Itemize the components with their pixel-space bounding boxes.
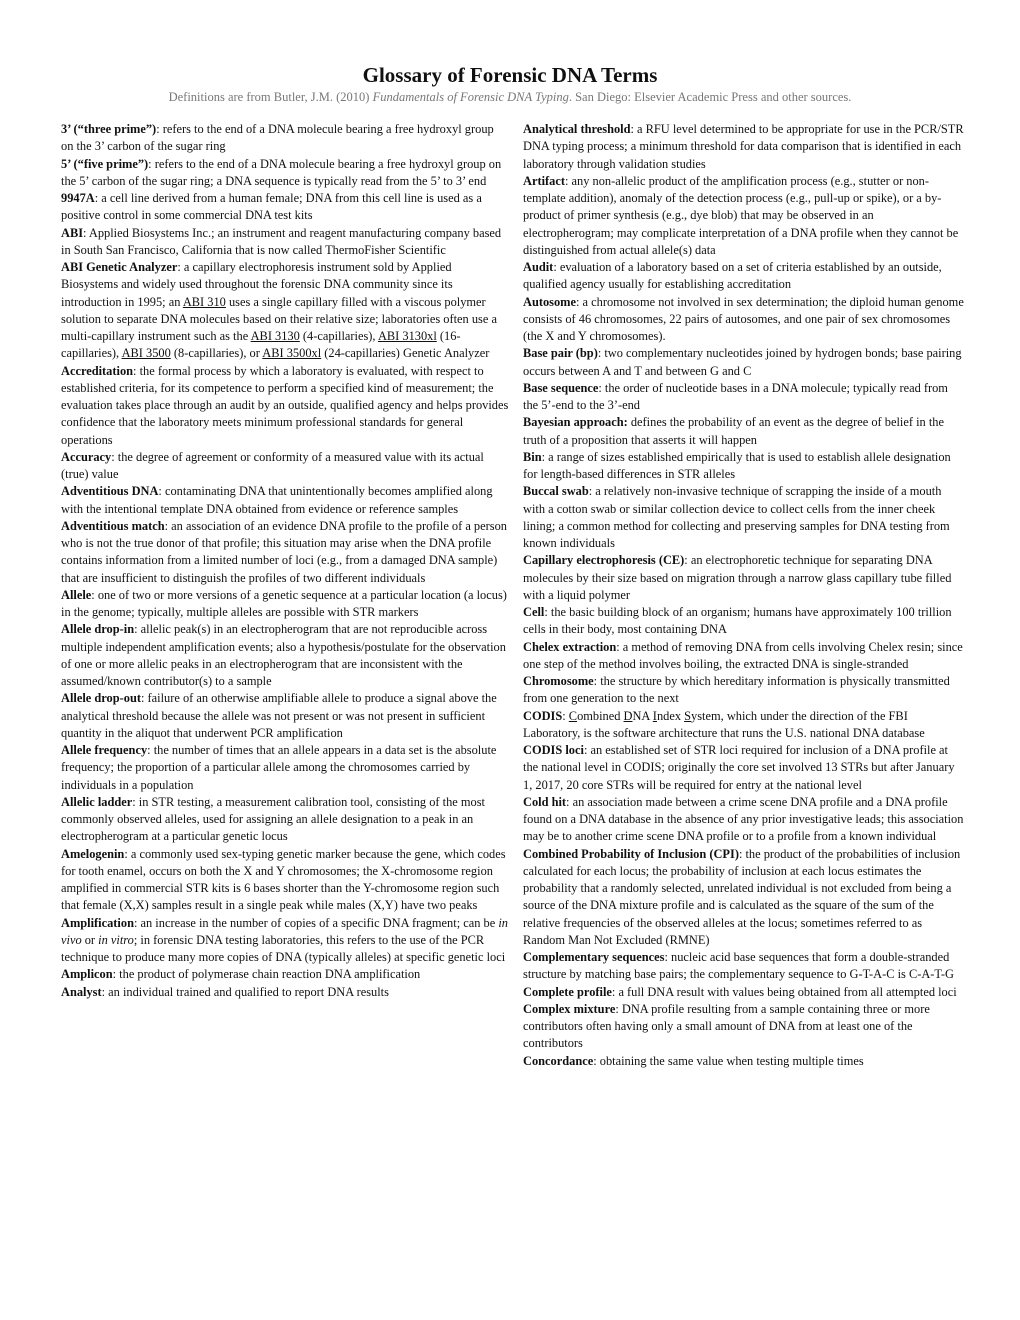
- glossary-term: Amelogenin: [61, 846, 125, 861]
- glossary-definition: : a commonly used sex-typing genetic marker because the gene, which codes for tooth enamel, occurs on both the X and Y chromosomes; the X-chromosome region amplified in commercial STR kits is 6 bases shorter than the Y-chromosome region such that female (X,X) samples result in a single peak while males (X,Y) have two peaks: [61, 846, 506, 913]
- glossary-entry: [523, 552, 965, 604]
- glossary-term: Amplicon: [61, 967, 113, 982]
- glossary-definition: : the degree of agreement or conformity of a measured value with its actual (true) value: [61, 449, 484, 481]
- glossary-definition: : a relatively non-invasive technique of scrapping the inside of a mouth with a cotton swab or similar collection device to collect cells from the inner cheek lining; a common method for collecting and preserving samples for DNA testing from known individuals: [523, 484, 950, 550]
- glossary-term: Buccal swab: [523, 484, 589, 499]
- glossary-definition: : allelic peak(s) in an electropherogram that are not reproducible across multiple independent amplification events; also a hypothesis/postulate for the observation of one or more allelic peaks in an electropherogram that are inconsistent with the assumed/known contributor(s) to a sample: [61, 622, 506, 688]
- abi-3130-link[interactable]: ABI 3130: [250, 329, 300, 343]
- glossary-term: Allele drop-out: [61, 691, 141, 706]
- glossary-term: Chromosome: [523, 674, 594, 688]
- acronym-letter: C: [568, 708, 578, 723]
- glossary-definition: : an individual trained and qualified to report DNA results: [101, 984, 389, 999]
- glossary-definition: : the formal process by which a laboratory is evaluated, with respect to established criteria, for its competence to perform a specified kind of measurement; the evaluation takes place through an audit by an outside, qualified agency and helps provides confidence that the laboratory meets minimum professional standards for general operations: [61, 363, 509, 447]
- glossary-definition: : contaminating DNA that unintentionally becomes amplified along with the intentional template DNA obtained from evidence or reference samples: [61, 484, 493, 516]
- glossary-entry: [523, 708, 965, 743]
- glossary-definition: ndex: [656, 708, 685, 723]
- glossary-entry: [61, 121, 509, 156]
- glossary-definition: : nucleic acid base sequences that form a double-stranded structure by matching base pairs; the complementary sequence to G-T-A-C is C-A-T-G: [523, 950, 954, 982]
- glossary-definition: : failure of an otherwise amplifiable allele to produce a signal above the analytical threshold because the allele was not present or was not present in sufficient quantity in the aliquot that underwent PCR amplification: [61, 691, 497, 740]
- glossary-definition: or: [81, 932, 99, 947]
- glossary-term: Artifact: [523, 173, 565, 188]
- glossary-term: ABI Genetic Analyzer: [61, 260, 178, 274]
- glossary-definition: ; in forensic DNA testing laboratories, this refers to the use of the PCR technique to produce many more copies of DNA (typically alleles) at specific genetic loci: [61, 932, 506, 964]
- glossary-term: 3’ (“three prime”): [61, 122, 157, 136]
- glossary-term: Amplification: [61, 915, 134, 930]
- glossary-term: Adventitious match: [61, 518, 165, 533]
- glossary-term: 5’ (“five prime”): [61, 156, 149, 171]
- glossary-term: Allele drop-in: [61, 622, 135, 637]
- glossary-term: Autosome: [523, 294, 576, 309]
- glossary-term: Base sequence: [523, 380, 599, 395]
- glossary-definition: : a RFU level determined to be appropriate for use in the PCR/STR DNA typing process; a minimum threshold for data comparison that is identified in each laboratory through validation studies: [523, 122, 964, 171]
- glossary-term: Capillary electrophoresis (CE): [523, 553, 685, 568]
- glossary-entry: [523, 794, 965, 846]
- glossary-definition: : the number of times that an allele appears in a data set is the absolute frequency; the proportion of a particular allele among the chromosomes carried by individuals in a population: [61, 743, 497, 792]
- glossary-entry: [61, 915, 509, 967]
- glossary-definition: ystem, which under the direction of the FBI Laboratory, is the software architecture that runs the U.S. national DNA database: [523, 708, 925, 740]
- glossary-entry: [61, 794, 509, 846]
- glossary-entry: [523, 380, 965, 415]
- glossary-entry: [523, 483, 965, 552]
- glossary-term: Allelic ladder: [61, 794, 133, 809]
- glossary-term: Chelex extraction: [523, 639, 617, 654]
- acronym-letter: D: [623, 708, 633, 723]
- subtitle-citation: Definitions are from Butler, J.M. (2010): [168, 90, 373, 104]
- glossary-entry: [523, 742, 965, 794]
- glossary-definition: : the structure by which hereditary information is physically transmitted from one generation to the next: [523, 674, 950, 706]
- glossary-entry: [523, 1001, 965, 1053]
- glossary-entry: [61, 966, 509, 983]
- subtitle-book-title: Fundamentals of Forensic DNA Typing: [372, 90, 569, 104]
- glossary-entry: [61, 156, 509, 191]
- subtitle-publisher: . San Diego: Elsevier Academic Press and other sources.: [568, 90, 852, 104]
- glossary-definition: : an electrophoretic technique for separating DNA molecules by their size based on migration through a narrow glass capillary tube filled with a liquid polymer: [523, 553, 952, 602]
- glossary-definition: : an increase in the number of copies of a specific DNA fragment; can be: [133, 915, 499, 930]
- glossary-term: Base pair (bp): [523, 346, 598, 361]
- glossary-term: Complementary sequences: [523, 950, 665, 964]
- glossary-entry: [523, 345, 965, 380]
- glossary-entry: [523, 604, 965, 639]
- glossary-definition: : refers to the end of a DNA molecule bearing a free hydroxyl group on the 5’ carbon of the sugar ring; a DNA sequence is typically read from the 5’ to 3’ end: [61, 156, 502, 188]
- glossary-entry: [61, 449, 509, 484]
- glossary-definition: uses a single capillary filled with a viscous polymer solution to separate DNA molecules based on their relative size; laboratories often use a multi-capillary instrument such as the: [61, 294, 497, 343]
- glossary-definition: (24-capillaries) Genetic Analyzer: [321, 346, 490, 361]
- glossary-entry: [61, 984, 509, 1001]
- glossary-entry: [61, 259, 509, 363]
- glossary-entry: [523, 414, 965, 449]
- glossary-entry: [523, 121, 965, 173]
- glossary-entry: [61, 690, 509, 742]
- glossary-definition: : a full DNA result with values being obtained from all attempted loci: [611, 984, 957, 999]
- glossary-italic-term: in vivo: [61, 915, 508, 947]
- glossary-definition: : a method of removing DNA from cells involving Chelex resin; since one step of the method involves boiling, the extracted DNA is single-stranded: [523, 639, 963, 671]
- glossary-entry: [523, 1053, 965, 1070]
- glossary-definition: : any non-allelic product of the amplification process (e.g., stutter or non-template addition), anomaly of the detection process (e.g., pull-up or spike), or a by-product of primer synthesis (e.g., dye blob) that may be observed in an electropherogram; may complicate interpretation of a DNA profile when they cannot be distinguished from actual allele(s) data: [523, 173, 959, 257]
- glossary-definition: : two complementary nucleotides joined by hydrogen bonds; base pairing occurs between A and T and between G and C: [523, 346, 962, 378]
- glossary-term: Audit: [523, 260, 554, 274]
- glossary-entry: [61, 483, 509, 518]
- glossary-definition: : an association made between a crime scene DNA profile and a DNA profile found on a DNA database in the absence of any prior investigative leads; this association may be to another crime scene DNA profile or to a profile from a known individual: [523, 794, 964, 844]
- glossary-definition: (4-capillaries),: [299, 329, 378, 343]
- glossary-term: ABI: [61, 225, 84, 240]
- acronym-letter: S: [684, 708, 692, 723]
- glossary-definition: : one of two or more versions of a genetic sequence at a particular location (a locus) in the genome; typically, multiple alleles are possible with STR markers: [61, 587, 507, 619]
- glossary-entry: [61, 225, 509, 260]
- glossary-definition: (16-capillaries),: [61, 329, 461, 361]
- glossary-definition: : an association of an evidence DNA profile to the profile of a person who is not the true donor of that profile; this situation may arise when the DNA profile contains information from a limited number of loci (e.g., from a damaged DNA sample) that are insufficient to distinguish the profiles of two different individuals: [61, 518, 507, 585]
- glossary-term: Cell: [523, 605, 545, 619]
- glossary-entry: [61, 587, 509, 622]
- glossary-entry: [61, 363, 509, 449]
- glossary-term: CODIS: [523, 708, 563, 723]
- glossary-term: Analyst: [61, 984, 102, 999]
- glossary-term: Accuracy: [61, 449, 112, 464]
- abi-3500xl-link[interactable]: ABI 3500xl: [262, 346, 322, 361]
- glossary-definition: : an established set of STR loci required for inclusion of a DNA profile at the national level in CODIS; originally the core set involved 13 STRs but after January 1, 2017, 20 core STRs will be required for entry at the national level: [523, 743, 955, 792]
- glossary-term: CODIS loci: [523, 743, 584, 757]
- glossary-definition: : Applied Biosystems Inc.; an instrument and reagent manufacturing company based in South San Francisco, California that is now called ThermoFisher Scientific: [61, 225, 502, 257]
- page-subtitle: [0, 89, 1020, 105]
- glossary-definition: : the basic building block of an organism; humans have approximately 100 trillion cells in their body, most containing DNA: [523, 605, 952, 637]
- glossary-definition: : refers to the end of a DNA molecule bearing a free hydroxyl group on the 3’ carbon of the sugar ring: [61, 122, 494, 154]
- glossary-entry: [61, 190, 509, 225]
- glossary-term: Bin: [523, 449, 542, 464]
- glossary-entry: [523, 949, 965, 984]
- glossary-definition: : the product of the probabilities of inclusion calculated for each locus; the probability of inclusion at each locus estimates the probability that a randomly selected, unrelated individual is not excluded from being a source of the DNA mixture profile and is calculated as the square of the sum of the relative frequencies of the observed alleles at the locus; sometimes referred to as Random Man Not Excluded (RMNE): [523, 846, 961, 947]
- glossary-entry: [61, 742, 509, 794]
- glossary-definition: : a chromosome not involved in sex determination; the diploid human genome consists of 46 chromosomes, 22 pairs of autosomes, and one pair of sex chromosomes (the X and Y chromosomes).: [523, 294, 964, 343]
- glossary-term: Accreditation: [61, 363, 134, 378]
- glossary-definition: (8-capillaries), or: [170, 346, 263, 361]
- glossary-entry: [61, 518, 509, 587]
- glossary-definition: : DNA profile resulting from a sample containing three or more contributors often having only a small amount of DNA from at least one of the contributors: [523, 1001, 930, 1051]
- acronym-letter: I: [652, 708, 657, 723]
- glossary-definition: : the order of nucleotide bases in a DNA molecule; typically read from the 5’-end to the 3’-end: [523, 380, 948, 412]
- glossary-entry: [523, 449, 965, 484]
- glossary-entry: [61, 846, 509, 915]
- abi-3500-link[interactable]: ABI 3500: [121, 346, 171, 361]
- glossary-entry: [523, 673, 965, 708]
- glossary-definition: : evaluation of a laboratory based on a set of criteria established by an outside, qualified agency usually for establishing accreditation: [523, 260, 942, 292]
- glossary-term: Complex mixture: [523, 1001, 616, 1016]
- glossary-entry: [523, 639, 965, 674]
- glossary-definition: : the product of polymerase chain reaction DNA amplification: [112, 967, 421, 982]
- glossary-definition: : a range of sizes established empirically that is used to establish allele designation for length-based differences in STR alleles: [523, 449, 951, 481]
- glossary-definition: : obtaining the same value when testing multiple times: [593, 1053, 864, 1068]
- right-column: [523, 121, 965, 1070]
- glossary-definition: defines the probability of an event as the degree of belief in the truth of a proposition that asserts it will happen: [523, 415, 944, 447]
- glossary-term: 9947A: [61, 191, 95, 205]
- glossary-term: Complete profile: [523, 984, 612, 999]
- glossary-entry: [523, 294, 965, 346]
- glossary-entry: [523, 173, 965, 259]
- glossary-definition: NA: [632, 708, 653, 723]
- glossary-term: Allele frequency: [61, 743, 148, 757]
- left-column: [61, 121, 509, 1001]
- glossary-definition: :: [562, 708, 569, 723]
- page-title: Glossary of Forensic DNA Terms: [362, 63, 658, 87]
- glossary-term: Concordance: [523, 1053, 594, 1068]
- abi-3130xl-link[interactable]: ABI 3130xl: [377, 329, 437, 343]
- abi-310-link[interactable]: ABI 310: [182, 294, 226, 309]
- glossary-term: Cold hit: [523, 794, 567, 809]
- glossary-definition: ombined: [577, 708, 624, 723]
- glossary-entry: [61, 621, 509, 690]
- glossary-term: Analytical threshold: [523, 122, 631, 136]
- glossary-definition: : a capillary electrophoresis instrument sold by Applied Biosystems and widely used throughout the forensic DNA community since its introduction in 1995; an: [61, 260, 453, 309]
- glossary-entry: [523, 259, 965, 294]
- glossary-definition: : in STR testing, a measurement calibration tool, consisting of the most commonly observed alleles, used for assigning an allele designation to a peak in an electropherogram at a particular genetic locus: [61, 794, 485, 844]
- glossary-entry: [523, 984, 965, 1001]
- glossary-term: Bayesian approach:: [523, 415, 628, 430]
- glossary-italic-term: in vitro: [98, 932, 134, 947]
- glossary-term: Allele: [61, 587, 92, 602]
- glossary-entry: [523, 846, 965, 950]
- glossary-definition: : a cell line derived from a human female; DNA from this cell line is used as a positive control in some commercial DNA test kits: [61, 191, 482, 223]
- glossary-term: Combined Probability of Inclusion (CPI): [523, 846, 739, 861]
- glossary-term: Adventitious DNA: [61, 484, 159, 499]
